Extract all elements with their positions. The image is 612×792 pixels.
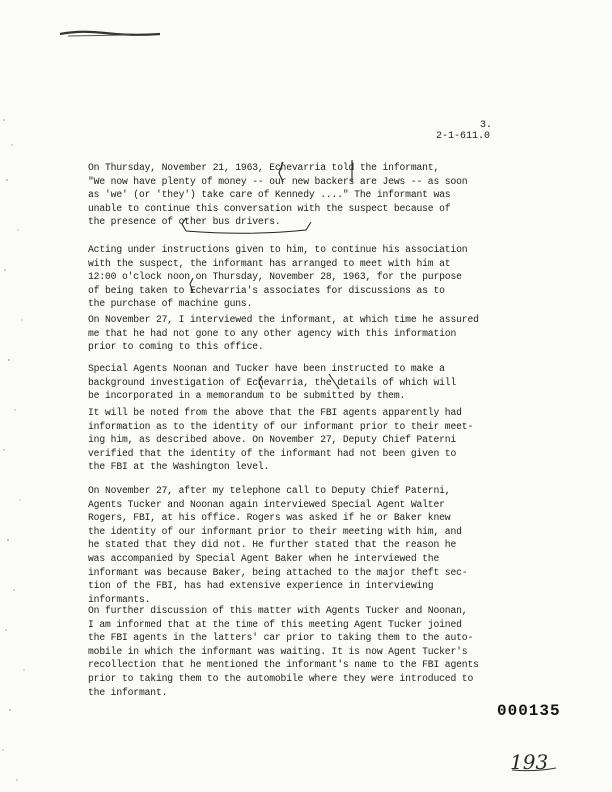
paragraph-3: On November 27, I interviewed the informant, at which time he assured me that he had not gone to any other agency with this information prior to coming to this office. bbox=[88, 314, 479, 353]
paragraph-4: Special Agents Noonan and Tucker have been instructed to make a background investigation of Echevarria, the details of which will be incorporated in a memorandum to be submitted by them. bbox=[88, 363, 457, 402]
paragraph-7: On further discussion of this matter with Agents Tucker and Noonan, I am informed that at the time of this meeting Agent Tucker joined the FBI agents in the latters' car prior to taking them to the auto- mobile in which the informant was waiting. It is now Agent Tucker's recollection that he mentioned the informant's name to the FBI agents prior to taking them to the automobile where they were introduced to the informant. bbox=[88, 605, 479, 698]
handwritten-page-number: 193 bbox=[510, 750, 549, 774]
paragraph-5: It will be noted from the above that the FBI agents apparently had information as to the identity of our informant prior to their meet- ing him, as described above. On November 27, Deputy Chief Paterni verified that the identity of the informant had not been given to the FBI at the Washington level. bbox=[88, 407, 474, 473]
paragraph-1: On Thursday, November 21, 1963, Echevarria told the informant, "We now have plenty of money -- our new backers are Jews -- as soon as 'we' (or 'they') take care of Kennedy ...." The informant was unable to continue this conversation with the suspect because of the presence of other bus drivers. bbox=[88, 162, 468, 228]
page-number: 3. bbox=[480, 120, 493, 131]
paragraph-2: Acting under instructions given to him, to continue his association with the suspect, the informant has arranged to meet with him at 12:00 o'clock noon on Thursday, November 28, 1963, for the purpose of being taken to Echevarria's associates for discussions as to the purchase of machine guns. bbox=[88, 244, 468, 310]
paragraph-6: On November 27, after my telephone call to Deputy Chief Paterni, Agents Tucker and Noonan again interviewed Special Agent Walter Rogers, FBI, at his office. Rogers was asked if he or Baker knew the identity of our informant prior to their meeting with him, and he stated that they did not. He further stated that the reason he was accompanied by Special Agent Baker when he interviewed the informant was because Baker, being attached to the major theft sec- tion of the FBI, has had extensive experience in interviewing informants. bbox=[88, 485, 468, 605]
file-number: 2-1-611.0 bbox=[436, 131, 491, 142]
document-id-stamp: 000135 bbox=[497, 702, 561, 720]
